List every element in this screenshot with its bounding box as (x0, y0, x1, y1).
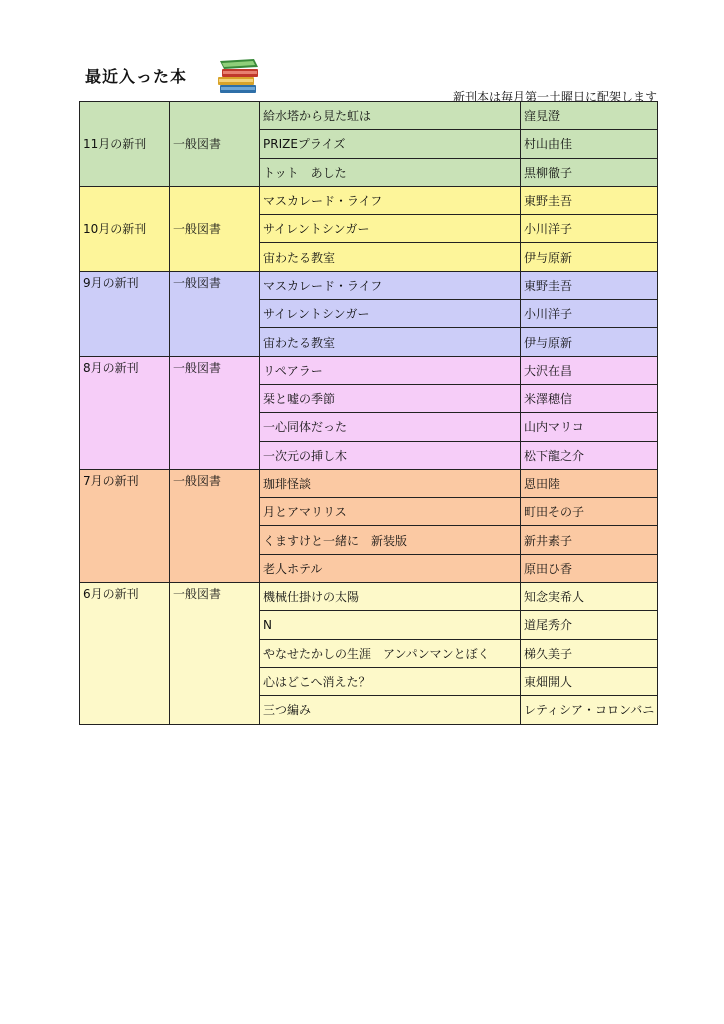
table-row (80, 469, 658, 497)
book-author: 原田ひ香 (521, 554, 658, 582)
book-author: 松下龍之介 (521, 441, 658, 469)
book-title: トット あした (260, 158, 521, 186)
book-title: サイレントシンガー (260, 300, 521, 328)
book-title: リペアラー (260, 356, 521, 384)
books-stack-icon (216, 57, 262, 95)
month-label: 6月の新刊 (80, 583, 170, 724)
book-author: 窪見澄 (521, 102, 658, 130)
book-author: 新井素子 (521, 526, 658, 554)
shelving-note: 新刊本は毎月第一土曜日に配架します (452, 90, 657, 104)
page-title: 最近入った本 (85, 67, 188, 86)
table-row (80, 583, 658, 611)
category-label: 一般図書 (170, 469, 260, 582)
book-author: 伊与原新 (521, 328, 658, 356)
book-title: 一次元の挿し木 (260, 441, 521, 469)
book-title: 一心同体だった (260, 413, 521, 441)
book-title: 給水塔から見た虹は (260, 102, 521, 130)
book-author: 黒柳徹子 (521, 158, 658, 186)
book-author: 恩田陸 (521, 469, 658, 497)
book-author: 村山由佳 (521, 130, 658, 158)
book-title: くますけと一緒に 新装版 (260, 526, 521, 554)
month-label: 8月の新刊 (80, 356, 170, 469)
book-title: 栞と嘘の季節 (260, 384, 521, 412)
book-title: 機械仕掛けの太陽 (260, 583, 521, 611)
book-title: N (260, 611, 521, 639)
book-title: マスカレード・ライフ (260, 271, 521, 299)
book-title: 三つ編み (260, 696, 521, 724)
book-title: 心はどこへ消えた？ (260, 667, 521, 695)
book-title: 老人ホテル (260, 554, 521, 582)
new-books-table (79, 101, 658, 725)
category-label: 一般図書 (170, 356, 260, 469)
book-author: レティシア・コロンバニ (521, 696, 658, 724)
table-row (80, 102, 658, 130)
month-label: 11月の新刊 (80, 102, 170, 187)
book-author: 大沢在昌 (521, 356, 658, 384)
book-author: 道尾秀介 (521, 611, 658, 639)
book-title: 月とアマリリス (260, 498, 521, 526)
book-author: 伊与原新 (521, 243, 658, 271)
book-author: 知念実希人 (521, 583, 658, 611)
book-author: 町田その子 (521, 498, 658, 526)
book-author: 小川洋子 (521, 215, 658, 243)
table-row (80, 186, 658, 214)
book-title: サイレントシンガー (260, 215, 521, 243)
book-author: 小川洋子 (521, 300, 658, 328)
book-title: 宙わたる教室 (260, 243, 521, 271)
table-row (80, 271, 658, 299)
book-author: 東野圭吾 (521, 186, 658, 214)
book-author: 米澤穂信 (521, 384, 658, 412)
book-title: 珈琲怪談 (260, 469, 521, 497)
table-row (80, 356, 658, 384)
month-label: 7月の新刊 (80, 469, 170, 582)
book-title: PRIZEプライズ (260, 130, 521, 158)
month-label: 9月の新刊 (80, 271, 170, 356)
book-author: 梯久美子 (521, 639, 658, 667)
month-label: 10月の新刊 (80, 186, 170, 271)
book-title: やなせたかしの生涯 アンパンマンとぼく (260, 639, 521, 667)
book-title: 宙わたる教室 (260, 328, 521, 356)
category-label: 一般図書 (170, 102, 260, 187)
category-label: 一般図書 (170, 186, 260, 271)
book-author: 山内マリコ (521, 413, 658, 441)
book-title: マスカレード・ライフ (260, 186, 521, 214)
category-label: 一般図書 (170, 583, 260, 724)
book-author: 東畑開人 (521, 667, 658, 695)
category-label: 一般図書 (170, 271, 260, 356)
book-author: 東野圭吾 (521, 271, 658, 299)
